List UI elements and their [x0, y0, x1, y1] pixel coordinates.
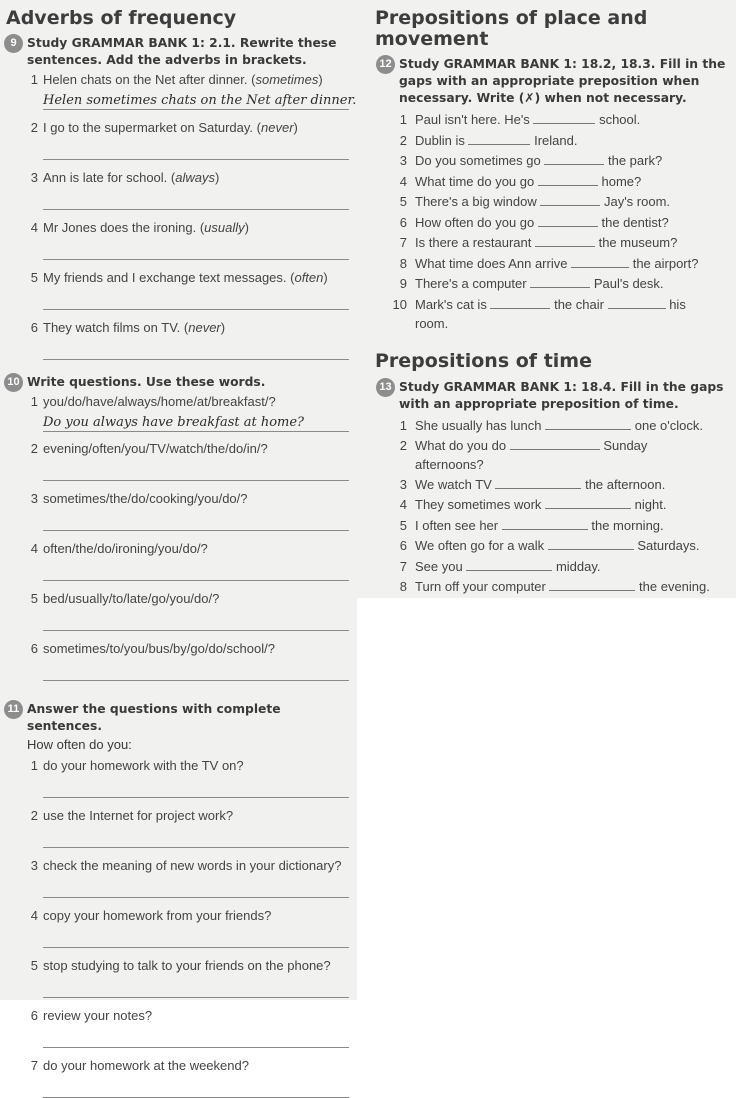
exercise-item: 5 I often see her the morning. [399, 517, 664, 533]
exercise-instruction: Study GRAMMAR BANK 1: 18.2, 18.3. Fill in the gaps with an appropriate preposition when necessary. Write (✗) when not necessary. [399, 57, 726, 105]
exercise-subtitle: How often do you: [27, 737, 132, 752]
exercise-number-badge: 10 [4, 373, 23, 392]
exercise-11-header [6, 701, 354, 754]
exercise-item: 1 do your homework with the TV on? [30, 758, 244, 773]
exercise-item-continuation: room. [415, 316, 449, 331]
answer-line[interactable] [43, 775, 349, 798]
answer-gap[interactable] [468, 132, 530, 145]
exercise-item: 5 bed/usually/to/late/go/you/do/? [30, 591, 220, 606]
exercise-item: 10 Mark's cat is the chair his [392, 296, 686, 312]
answer-line[interactable] [43, 825, 349, 848]
exercise-item: 5 There's a big window Jay's room. [399, 194, 671, 209]
exercise-item: 2 What do you do Sunday [399, 437, 648, 453]
answer-gap[interactable] [548, 537, 634, 550]
answer-line[interactable] [43, 558, 349, 581]
exercise-item: 5 My friends and I exchange text messages. (often) [30, 270, 328, 285]
left-column [6, 7, 357, 1098]
exercise-item: 4 They sometimes work night. [399, 497, 667, 512]
exercise-item: 1 She usually has lunch one o'clock. [399, 418, 703, 433]
exercise-item: 7 do your homework at the weekend? [30, 1058, 249, 1073]
exercise-item: 4 often/the/do/ironing/you/do/? [30, 541, 208, 556]
answer-gap[interactable] [535, 234, 595, 247]
exercise-item: 3 check the meaning of new words in your dictionary? [30, 858, 342, 873]
answer-line[interactable] [43, 608, 349, 631]
exercise-12-items [375, 110, 730, 333]
answer-line[interactable] [43, 508, 349, 531]
answer-gap[interactable] [510, 437, 600, 450]
exercise-item: 7 See you midday. [399, 558, 601, 574]
answer-gap[interactable] [533, 111, 595, 124]
exercise-instruction: Study GRAMMAR BANK 1: 2.1. Rewrite these sentences. Add the adverbs in brackets. [27, 36, 337, 67]
exercise-item: 3 Ann is late for school. (always) [30, 170, 220, 185]
answer-line[interactable] [43, 458, 349, 481]
answer-line[interactable] [43, 89, 357, 110]
answer-line[interactable] [43, 1075, 349, 1098]
answer-gap[interactable] [545, 496, 631, 509]
section-title-adverbs: Adverbs of frequency [6, 7, 237, 29]
exercise-item: 3 We watch TV the afternoon. [399, 476, 666, 492]
answer-line[interactable] [43, 1025, 349, 1048]
answer-gap[interactable] [466, 558, 552, 571]
exercise-item: 7 Is there a restaurant the museum? [399, 235, 678, 250]
exercise-12-header [375, 56, 730, 107]
exercise-9-header [6, 35, 354, 69]
exercise-item: 6 They watch films on TV. (never) [30, 320, 226, 335]
answer-gap[interactable] [571, 255, 629, 268]
exercise-13-items [375, 416, 730, 598]
handwritten-answer: Do you always have breakfast at home? [43, 415, 305, 430]
answer-gap[interactable] [544, 152, 604, 165]
exercise-item: 3 sometimes/the/do/cooking/you/do/? [30, 491, 248, 506]
exercise-9-items [6, 71, 357, 360]
exercise-number-badge: 13 [376, 378, 395, 397]
answer-line[interactable] [43, 411, 349, 432]
exercise-item: 6 How often do you go the dentist? [399, 214, 669, 230]
answer-line[interactable] [43, 287, 349, 310]
exercise-item: 2 Dublin is Ireland. [399, 132, 578, 148]
answer-line[interactable] [43, 975, 349, 998]
exercise-10-items [6, 393, 354, 681]
exercise-11-items [6, 757, 354, 1098]
right-column [375, 8, 730, 598]
exercise-item: 2 I go to the supermarket on Saturday. (never) [30, 120, 298, 135]
exercise-instruction: Answer the questions with complete sentences. [27, 702, 281, 733]
answer-line[interactable] [43, 875, 349, 898]
exercise-item: 4 copy your homework from your friends? [30, 908, 272, 923]
answer-line[interactable] [43, 925, 349, 948]
exercise-number-badge: 11 [4, 700, 23, 719]
answer-gap[interactable] [530, 275, 590, 288]
answer-line[interactable] [43, 137, 349, 160]
answer-gap[interactable] [608, 296, 666, 309]
blank-area [357, 598, 736, 1023]
exercise-item: 4 Mr Jones does the ironing. (usually) [30, 220, 249, 235]
answer-gap[interactable] [540, 193, 600, 206]
exercise-item: 6 review your notes? [30, 1008, 153, 1023]
exercise-13-header [375, 379, 730, 413]
exercise-instruction: Write questions. Use these words. [27, 375, 266, 389]
exercise-item: 1 Paul isn't here. He's school. [399, 112, 641, 127]
answer-line[interactable] [43, 237, 349, 260]
exercise-item: 5 stop studying to talk to your friends on the phone? [30, 958, 331, 973]
answer-gap[interactable] [490, 296, 550, 309]
answer-gap[interactable] [502, 517, 588, 530]
exercise-number-badge: 12 [376, 55, 395, 74]
exercise-item: 3 Do you sometimes go the park? [399, 153, 663, 168]
answer-gap[interactable] [538, 173, 598, 186]
exercise-number-badge: 9 [4, 34, 23, 53]
exercise-item: 2 evening/often/you/TV/watch/the/do/in/? [30, 441, 268, 456]
answer-line[interactable] [43, 658, 349, 681]
answer-line[interactable] [43, 337, 349, 360]
exercise-item: 8 What time does Ann arrive the airport? [399, 255, 699, 271]
section-title-time: Prepositions of time [375, 350, 592, 372]
exercise-item: 9 There's a computer Paul's desk. [399, 276, 664, 291]
section-title-place-movement: Prepositions of place and movement [375, 7, 648, 50]
exercise-item: 6 We often go for a walk Saturdays. [399, 538, 700, 553]
answer-gap[interactable] [538, 214, 598, 227]
exercise-item: 4 What time do you go home? [399, 173, 642, 189]
exercise-item: 1 Helen chats on the Net after dinner. (sometimes) [30, 72, 323, 87]
exercise-item: 2 use the Internet for project work? [30, 808, 234, 823]
answer-line[interactable] [43, 187, 349, 210]
exercise-item: 8 Turn off your computer the evening. [399, 579, 710, 594]
answer-gap[interactable] [495, 476, 581, 489]
answer-gap[interactable] [549, 578, 635, 591]
exercise-item: 1 you/do/have/always/home/at/breakfast/? [30, 394, 276, 409]
exercise-10-header [6, 374, 354, 391]
handwritten-answer: Helen sometimes chats on the Net after dinner. [43, 93, 357, 108]
answer-gap[interactable] [545, 417, 631, 430]
exercise-item-continuation: afternoons? [415, 456, 484, 472]
exercise-item: 6 sometimes/to/you/bus/by/go/do/school/? [30, 641, 275, 656]
exercise-instruction: Study GRAMMAR BANK 1: 18.4. Fill in the gaps with an appropriate preposition of time. [399, 380, 724, 411]
